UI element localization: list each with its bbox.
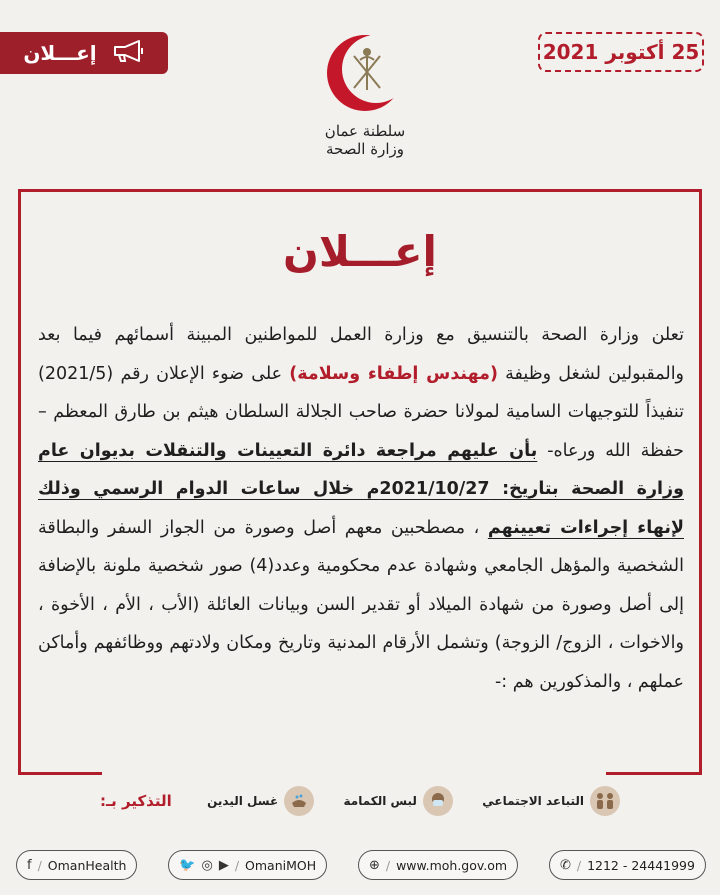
announcement-tag — [0, 32, 168, 74]
phone-icon: ✆ — [559, 857, 571, 873]
reminder-label: غسل اليدين — [207, 794, 279, 808]
job-title: (مهندس إطفاء وسلامة) — [289, 363, 498, 384]
facebook-icon: f — [27, 857, 32, 873]
frame-divider-left — [18, 772, 102, 775]
logo-ministry: وزارة الصحة — [326, 140, 404, 158]
separator: / — [576, 857, 582, 873]
website-link[interactable] — [358, 850, 518, 880]
facebook-handle: OmanHealth — [47, 857, 127, 873]
social-handle: OmaniMOH — [245, 857, 317, 873]
twitter-icon: 🐦 — [179, 857, 196, 873]
frame-divider-right — [606, 772, 702, 775]
reminder-label: التباعد الاجتماعي — [482, 794, 584, 808]
hand-wash-icon — [284, 786, 314, 816]
reminders-bar — [100, 776, 620, 826]
face-mask-icon — [423, 786, 453, 816]
social-distance-icon — [590, 786, 620, 816]
logo-text — [300, 122, 430, 158]
instagram-icon: ◎ — [201, 857, 213, 873]
body-part-2: على ضوء الإعلان رقم (2021/5) تنفيذاً للتوجيهات السامية لمولانا حضرة صاحب الجلالة السلطان هيثم بن طارق المعظم – حفظة الله ورعاه- — [38, 363, 684, 461]
footer-contacts — [16, 848, 706, 882]
body-instruction: بأن عليهم مراجعة دائرة التعيينات والتنقلات بديوان عام وزارة الصحة بتاريخ: 2021/10/27م خلال ساعات الدوام الرسمي وذلك لإنهاء إجراءات تعيينهم — [38, 440, 684, 538]
tag-label: إعـــلان — [23, 41, 97, 65]
website-url: www.moh.gov.om — [396, 857, 508, 873]
date-text: 25 أكتوبر 2021 — [542, 40, 700, 64]
separator: / — [385, 857, 391, 873]
phone-number: 1212 - 24441999 — [587, 857, 695, 873]
facebook-link[interactable] — [16, 850, 137, 880]
globe-icon: ⊕ — [368, 857, 380, 873]
logo-country: سلطنة عمان — [324, 122, 406, 140]
separator: / — [37, 857, 42, 873]
reminder-social-distance — [482, 786, 620, 816]
phone-link[interactable] — [549, 850, 706, 880]
youtube-icon: ▶ — [218, 857, 229, 873]
announcement-title: إعـــلان — [283, 227, 437, 276]
reminder-face-mask — [344, 786, 453, 816]
megaphone-icon — [111, 39, 145, 68]
social-links[interactable] — [168, 850, 327, 880]
separator: / — [234, 857, 240, 873]
reminder-hand-wash — [207, 786, 314, 816]
date-badge — [538, 32, 704, 72]
body-part-1: تعلن وزارة الصحة بالتنسيق مع وزارة العمل للمواطنين المبينة أسمائهم فيما بعد والمقبولين لشغل وظيفة — [38, 325, 685, 384]
body-part-4: ، مصطحبين معهم أصل وصورة من الجواز السفر والبطاقة الشخصية والمؤهل الجامعي وشهادة عدم محكومية وعدد(4) صور شخصية ملونة بالإضافة إلى أصل وصورة من شهادة الميلاد أو تقدير السن وبيانات العائلة (الأب ، الأم ، الأخوة ، والاخوات ، الزوج/ الزوجة) وتشمل الأرقام المدنية وتاريخ ومكان ولادتهم ووظائفهم وأماكن عملهم ، والمذكورين هم :- — [38, 517, 684, 692]
reminder-label: لبس الكمامة — [343, 794, 417, 808]
announcement-body — [38, 316, 684, 701]
reminders-label: التذكير بـ: — [100, 792, 172, 810]
